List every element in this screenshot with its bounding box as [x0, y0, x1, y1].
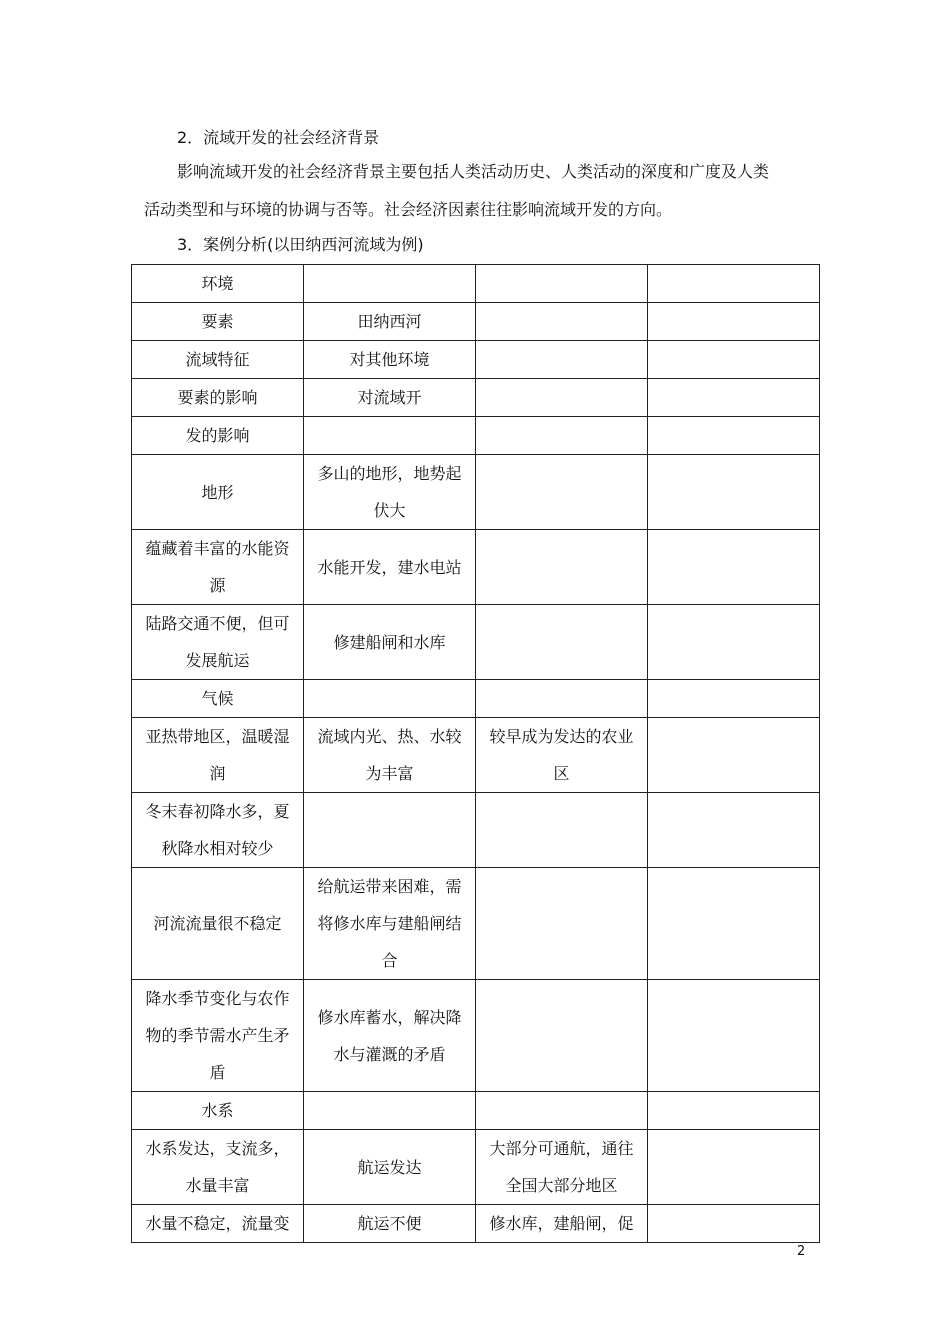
- table-cell: [476, 303, 648, 341]
- table-row: [132, 718, 820, 793]
- table-row: [132, 980, 820, 1092]
- table-cell: [476, 980, 648, 1092]
- table-cell: [476, 341, 648, 379]
- table-cell: [648, 680, 820, 718]
- section-2-paragraph-line-1: 影响流域开发的社会经济背景主要包括人类活动历史、人类活动的深度和广度及人类: [177, 162, 770, 181]
- table-cell: 水系发达，支流多，水量丰富: [132, 1130, 304, 1205]
- table-cell: [304, 1092, 476, 1130]
- table-row: [132, 417, 820, 455]
- table-cell: [648, 1205, 820, 1243]
- table-cell: [648, 303, 820, 341]
- case-analysis-table: [131, 264, 820, 1243]
- table-row: [132, 379, 820, 417]
- table-row: [132, 680, 820, 718]
- table-row: [132, 303, 820, 341]
- table-cell: 河流流量很不稳定: [132, 868, 304, 980]
- table-cell: [476, 379, 648, 417]
- table-cell: 陆路交通不便，但可发展航运: [132, 605, 304, 680]
- table-row: [132, 1205, 820, 1243]
- table-cell: [476, 793, 648, 868]
- table-cell: 对流域开: [304, 379, 476, 417]
- table-cell: 修水库蓄水，解决降水与灌溉的矛盾: [304, 980, 476, 1092]
- table-cell: [648, 793, 820, 868]
- table-cell: [476, 455, 648, 530]
- table-row: [132, 341, 820, 379]
- section-2-paragraph-line-2: 活动类型和与环境的协调与否等。社会经济因素往往影响流域开发的方向。: [144, 200, 673, 219]
- table-cell: [648, 1130, 820, 1205]
- table-cell: 降水季节变化与农作物的季节需水产生矛盾: [132, 980, 304, 1092]
- table-cell: 流域内光、热、水较为丰富: [304, 718, 476, 793]
- section-2-heading: 2．流域开发的社会经济背景: [177, 128, 380, 147]
- section-3-heading: 3．案例分析(以田纳西河流域为例): [177, 235, 424, 254]
- table-cell: 修建船闸和水库: [304, 605, 476, 680]
- table-cell: 对其他环境: [304, 341, 476, 379]
- table-cell: [648, 868, 820, 980]
- table-cell: [304, 417, 476, 455]
- table-cell: [648, 265, 820, 303]
- table-cell: 冬末春初降水多，夏秋降水相对较少: [132, 793, 304, 868]
- table-cell: [476, 530, 648, 605]
- table-cell: 田纳西河: [304, 303, 476, 341]
- table-cell: [648, 379, 820, 417]
- table-row: [132, 530, 820, 605]
- table-cell: 航运不便: [304, 1205, 476, 1243]
- table-cell: [648, 605, 820, 680]
- table-cell: [648, 1092, 820, 1130]
- table-cell: 航运发达: [304, 1130, 476, 1205]
- table-cell: 地形: [132, 455, 304, 530]
- table-cell: 多山的地形，地势起伏大: [304, 455, 476, 530]
- table-cell: 给航运带来困难，需将修水库与建船闸结合: [304, 868, 476, 980]
- table-cell: [304, 680, 476, 718]
- table-row: [132, 1130, 820, 1205]
- table-row: [132, 793, 820, 868]
- table-cell: 水量不稳定，流量变: [132, 1205, 304, 1243]
- table-cell: 环境: [132, 265, 304, 303]
- table-cell: 水系: [132, 1092, 304, 1130]
- table-cell: 蕴藏着丰富的水能资源: [132, 530, 304, 605]
- table-cell: 流域特征: [132, 341, 304, 379]
- table-cell: 亚热带地区，温暖湿润: [132, 718, 304, 793]
- table-cell: [648, 718, 820, 793]
- table-row: [132, 605, 820, 680]
- table-cell: [476, 868, 648, 980]
- table-cell: [648, 530, 820, 605]
- table-cell: [648, 341, 820, 379]
- table-cell: [476, 680, 648, 718]
- page-number: 2: [797, 1244, 806, 1259]
- table-cell: 要素: [132, 303, 304, 341]
- table-cell: [476, 265, 648, 303]
- table-cell: [648, 455, 820, 530]
- table-cell: [476, 605, 648, 680]
- table-row: [132, 868, 820, 980]
- table-cell: [476, 417, 648, 455]
- table-cell: 水能开发，建水电站: [304, 530, 476, 605]
- table-cell: [648, 980, 820, 1092]
- table-cell: 气候: [132, 680, 304, 718]
- table-cell: [304, 793, 476, 868]
- table-row: [132, 265, 820, 303]
- table-row: [132, 1092, 820, 1130]
- table-cell: 较早成为发达的农业区: [476, 718, 648, 793]
- table-cell: [476, 1092, 648, 1130]
- table-cell: 要素的影响: [132, 379, 304, 417]
- table-cell: 大部分可通航，通往全国大部分地区: [476, 1130, 648, 1205]
- table-cell: [648, 417, 820, 455]
- table-row: [132, 455, 820, 530]
- table-cell: 发的影响: [132, 417, 304, 455]
- table-cell: 修水库，建船闸，促: [476, 1205, 648, 1243]
- table-cell: [304, 265, 476, 303]
